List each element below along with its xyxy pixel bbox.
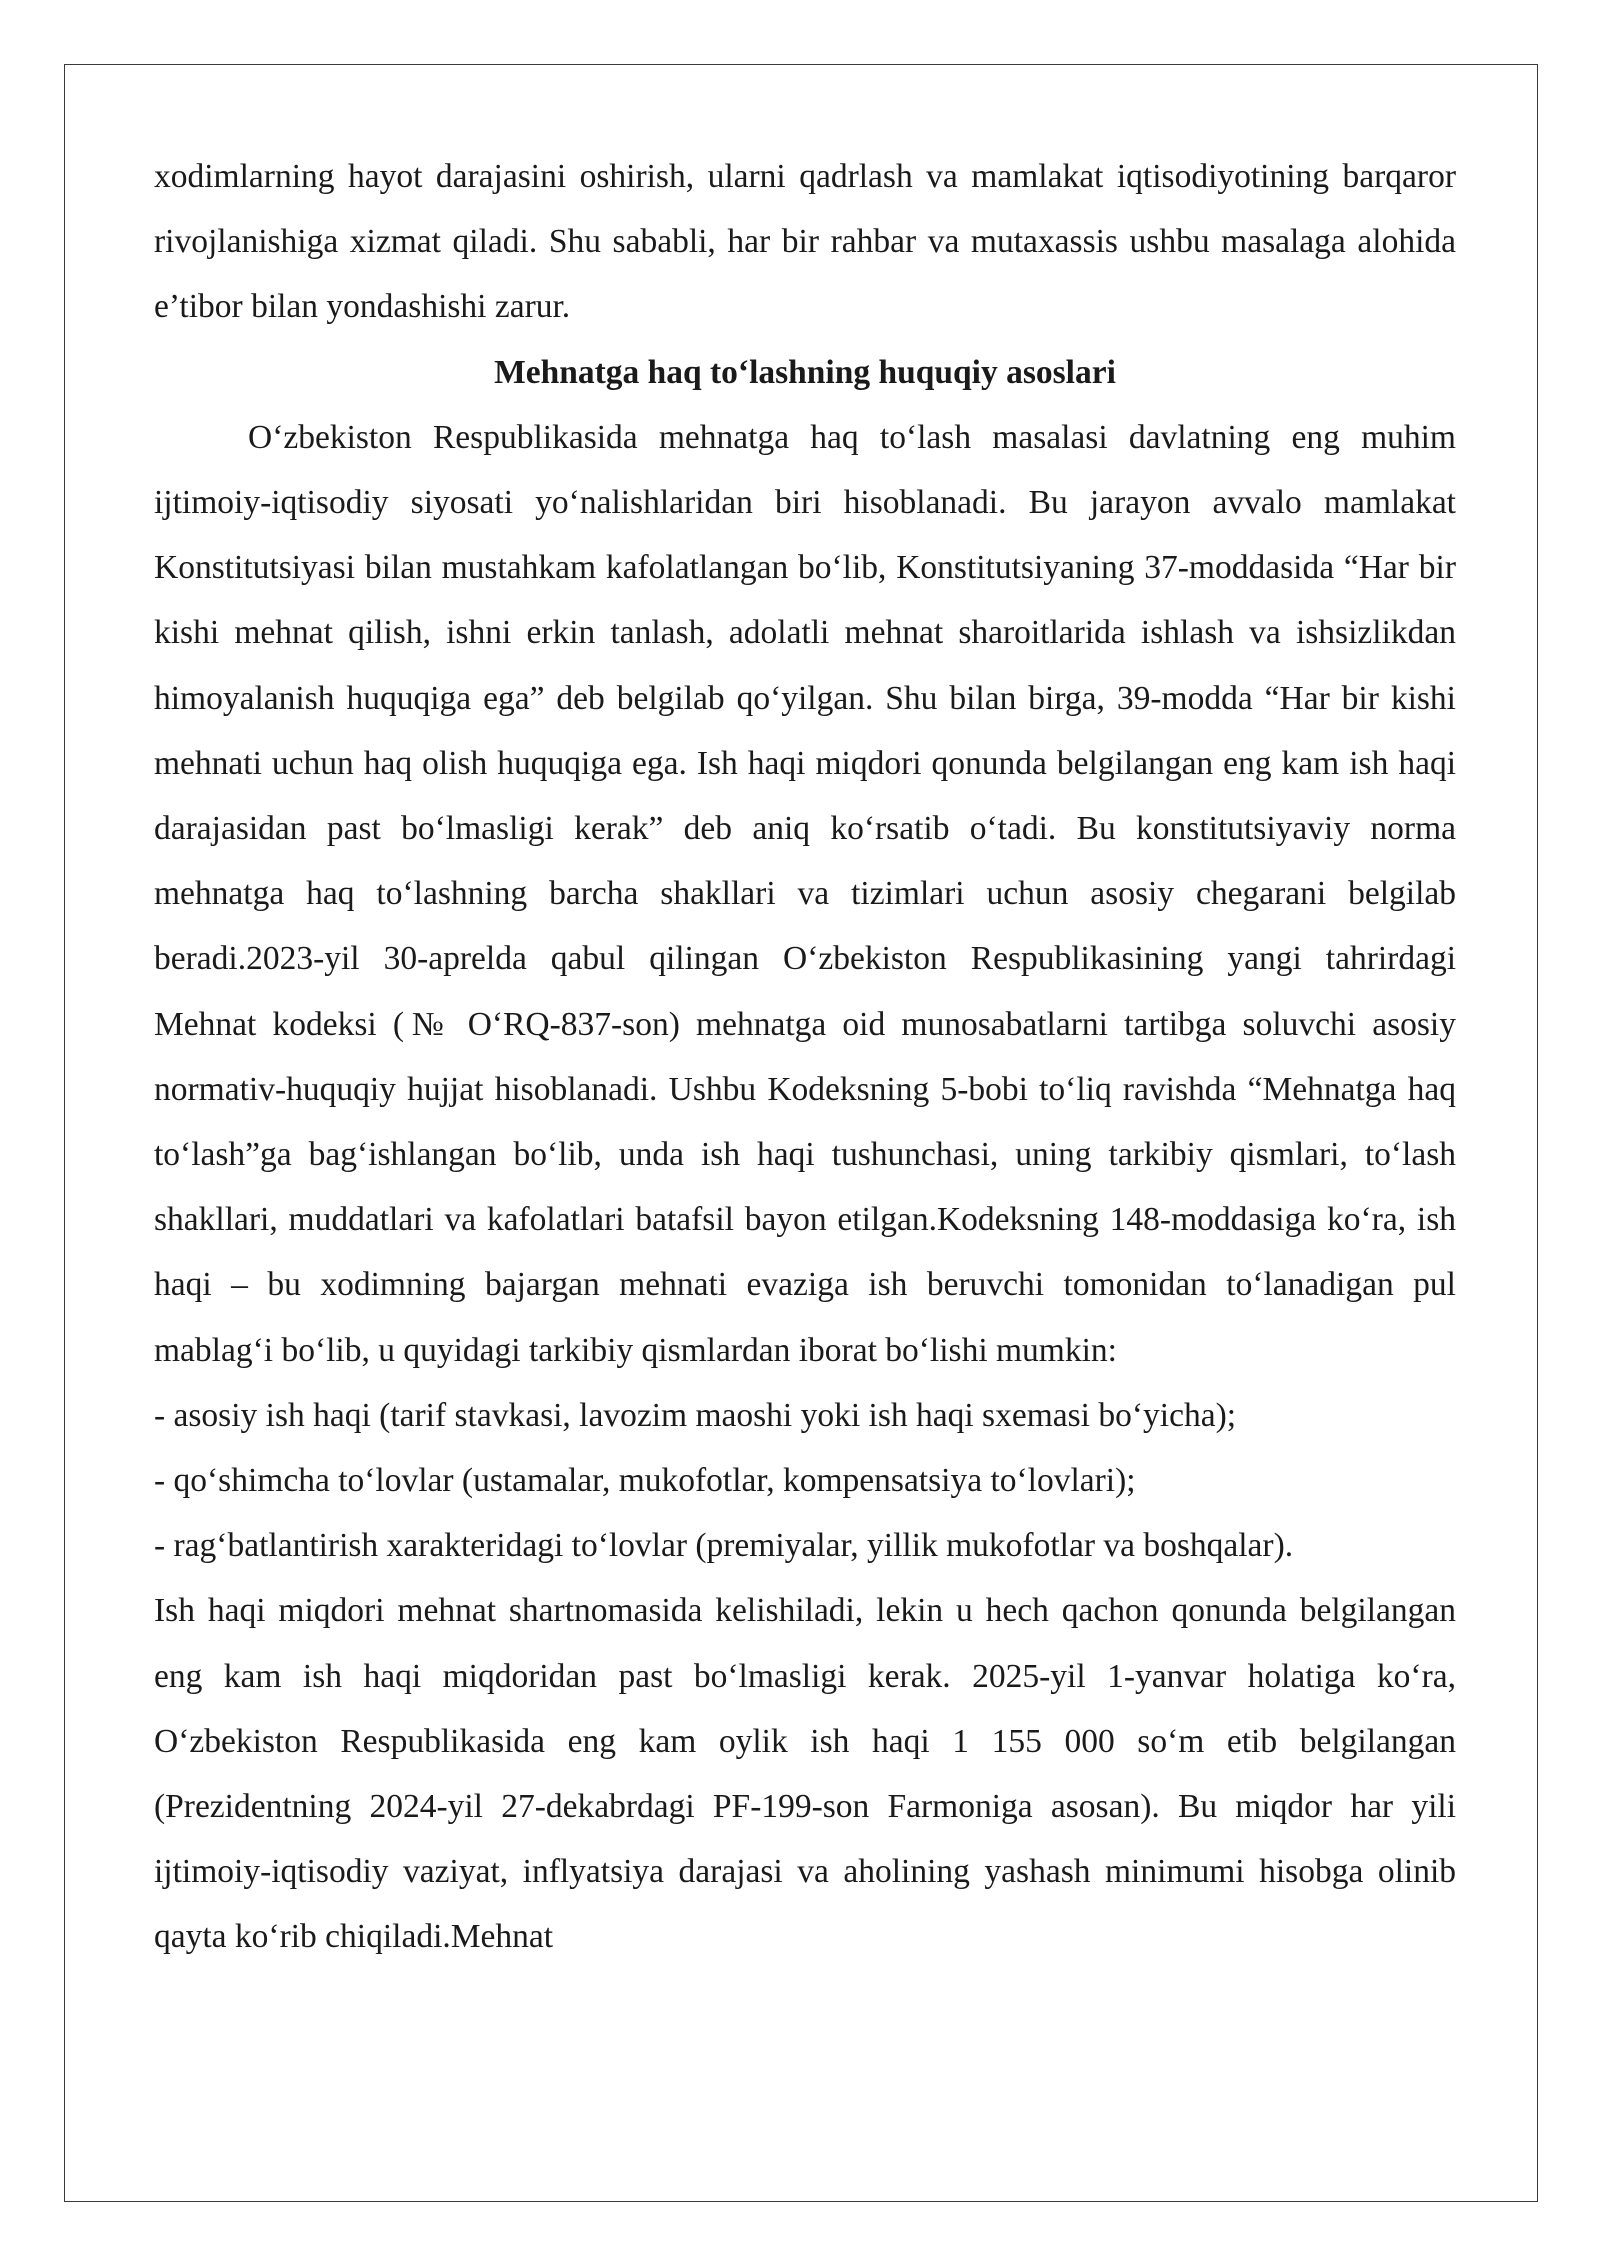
closing-paragraph: Ish haqi miqdori mehnat shartnomasida kelishiladi, lekin u hech qachon qonunda belgilangan eng kam ish haqi miqdoridan past bo‘lmasligi kerak. 2025-yil 1-yanvar holatiga ko‘ra, O‘zbekiston Respublikasida eng kam oylik ish haqi 1 155 000 so‘m etib belgilangan (Prezidentning 2024-yil 27-dekabrdagi PF-199-son Farmoniga asosan). Bu miqdor har yili ijtimoiy-iqtisodiy vaziyat, inflyatsiya darajasi va aholining yashash minimumi hisobga olinib qayta ko‘rib chiqiladi.Mehnat [154, 1592, 1456, 1956]
section-heading: Mehnatga haq to‘lashning huquqiy asoslari [494, 353, 1116, 391]
intro-paragraph: xodimlarning hayot darajasini oshirish, ularni qadrlash va mamlakat iqtisodiyotining barqaror rivojlanishiga xizmat qiladi. Shu sababli, har bir rahbar va mutaxassis ushbu masalaga alohida e’tibor bilan yondashishi zarur. [154, 158, 1456, 326]
payment-components-list [154, 1383, 1456, 1579]
list-item: - asosiy ish haqi (tarif stavkasi, lavozim maoshi yoki ish haqi sxemasi bo‘yicha); [154, 1396, 1237, 1434]
list-item: - rag‘batlantirish xarakteridagi to‘lovlar (premiyalar, yillik mukofotlar va boshqalar). [154, 1527, 1294, 1565]
list-item: - qo‘shimcha to‘lovlar (ustamalar, mukofotlar, kompensatsiya to‘lovlari); [154, 1462, 1136, 1500]
document-body [154, 144, 1456, 1970]
main-paragraph: O‘zbekiston Respublikasida mehnatga haq to‘lash masalasi davlatning eng muhim ijtimoiy-iqtisodiy siyosati yo‘nalishlaridan biri hisoblanadi. Bu jarayon avvalo mamlakat Konstitutsiyasi bilan mustahkam kafolatlangan bo‘lib, Konstitutsiyaning 37-moddasida “Har bir kishi mehnat qilish, ishni erkin tanlash, adolatli mehnat sharoitlarida ishlash va ishsizlikdan himoyalanish huquqiga ega” deb belgilab qo‘yilgan. Shu bilan birga, 39-modda “Har bir kishi mehnati uchun haq olish huquqiga ega. Ish haqi miqdori qonunda belgilangan eng kam ish haqi darajasidan past bo‘lmasligi kerak” deb aniq ko‘rsatib o‘tadi. Bu konstitutsiyaviy norma mehnatga haq to‘lashning barcha shakllari va tizimlari uchun asosiy chegarani belgilab beradi.2023-yil 30-aprelda qabul qilingan O‘zbekiston Respublikasining yangi tahrirdagi Mehnat kodeksi (№ O‘RQ-837-son) mehnatga oid munosabatlarni tartibga soluvchi asosiy normativ-huquqiy hujjat hisoblanadi. Ushbu Kodeksning 5-bobi to‘liq ravishda “Mehnatga haq to‘lash”ga bag‘ishlangan bo‘lib, unda ish haqi tushunchasi, uning tarkibiy qismlari, to‘lash shakllari, muddatlari va kafolatlari batafsil bayon etilgan.Kodeksning 148-moddasiga ko‘ra, ish haqi – bu xodimning bajargan mehnati evaziga ish beruvchi tomonidan to‘lanadigan pul mablag‘i bo‘lib, u quyidagi tarkibiy qismlardan iborat bo‘lishi mumkin: [154, 418, 1456, 1369]
